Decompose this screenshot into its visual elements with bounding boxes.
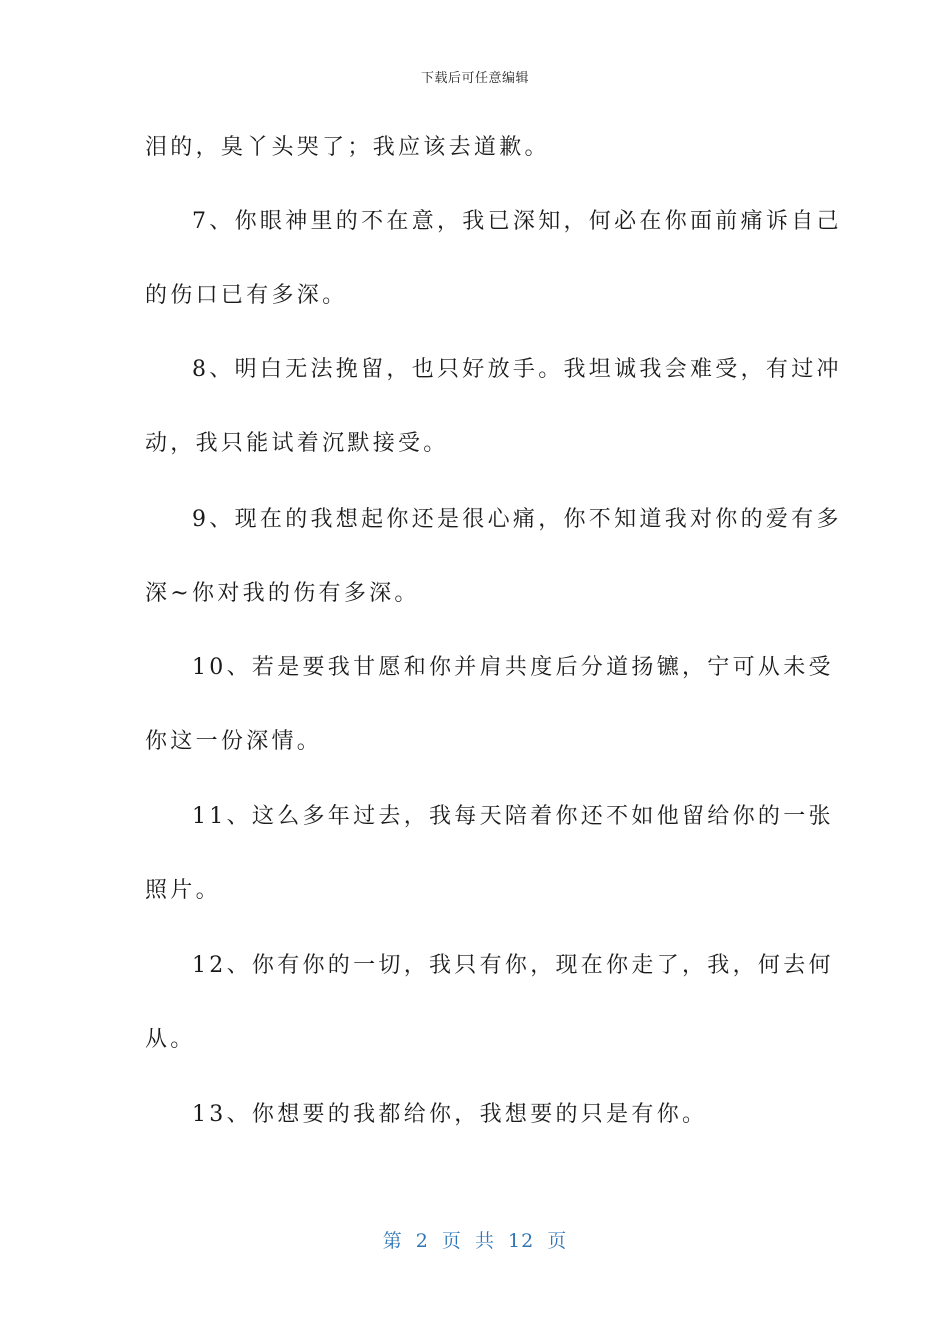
- header-note: 下载后可任意编辑: [420, 71, 529, 86]
- paragraph-line: 深~你对我的伤有多深。: [145, 581, 420, 606]
- paragraph-line: 的伤口已有多深。: [145, 283, 348, 308]
- page-number-footer: 第 2 页 共 12 页: [382, 1230, 568, 1252]
- paragraph-line: 动，我只能试着沉默接受。: [145, 431, 449, 456]
- paragraph-line: 8、明白无法挽留，也只好放手。我坦诚我会难受，有过冲: [192, 357, 842, 382]
- paragraph-line: 12、你有你的一切，我只有你，现在你走了，我，何去何: [192, 953, 834, 978]
- paragraph-line: 10、若是要我甘愿和你并肩共度后分道扬镳，宁可从未受: [192, 655, 834, 680]
- paragraph-line: 7、你眼神里的不在意，我已深知，何必在你面前痛诉自己: [192, 209, 842, 234]
- paragraph-line: 9、现在的我想起你还是很心痛，你不知道我对你的爱有多: [192, 507, 842, 532]
- paragraph-line: 从。: [145, 1027, 196, 1052]
- paragraph-line: 你这一份深情。: [145, 729, 323, 754]
- paragraph-line: 13、你想要的我都给你，我想要的只是有你。: [192, 1102, 708, 1127]
- paragraph-line: 11、这么多年过去，我每天陪着你还不如他留给你的一张: [192, 804, 834, 829]
- paragraph-line: 照片。: [145, 878, 221, 903]
- paragraph-line: 泪的，臭丫头哭了；我应该去道歉。: [145, 135, 550, 160]
